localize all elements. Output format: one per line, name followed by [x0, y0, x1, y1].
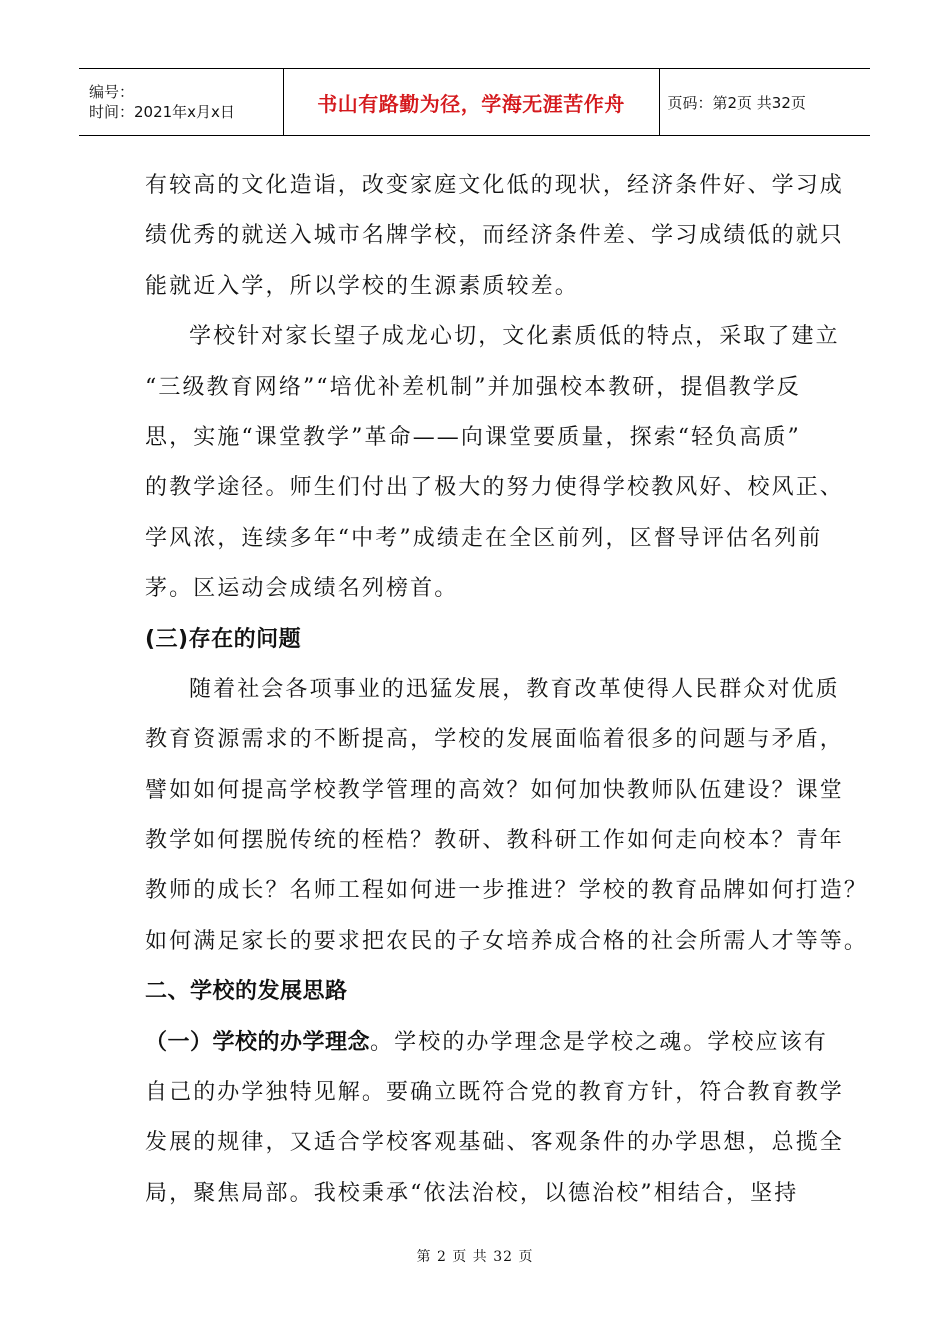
body-line: 如何满足家长的要求把农民的子女培养成合格的社会所需人才等等。	[145, 928, 869, 954]
body-line: 自己的办学独特见解。要确立既符合党的教育方针，符合教育教学	[145, 1080, 844, 1106]
body-line: 茅。区运动会成绩名列榜首。	[145, 576, 459, 602]
body-line: 随着社会各项事业的迅猛发展，教育改革使得人民群众对优质	[189, 676, 840, 702]
body-line: “三级教育网络”“培优补差机制”并加强校本教研，提倡教学反	[145, 374, 801, 400]
body-line: 绩优秀的就送入城市名牌学校，而经济条件差、学习成绩低的就只	[145, 223, 844, 249]
body-line-mixed	[145, 1018, 828, 1068]
body-line: 教学如何摆脱传统的桎梏？教研、教科研工作如何走向校本？青年	[145, 828, 844, 854]
body-line: 有较高的文化造诣，改变家庭文化低的现状，经济条件好、学习成	[145, 173, 844, 198]
body-line: 的教学途径。师生们付出了极大的努力使得学校教风好、校风正、	[145, 475, 844, 501]
body-line: 譬如如何提高学校教学管理的高效？如何加快教师队伍建设？课堂	[145, 777, 844, 803]
header-motto: 书山有路勤为径，学海无涯苦作舟	[317, 91, 625, 116]
body-line: 能就近入学，所以学校的生源素质较差。	[145, 273, 579, 299]
section-heading-problems: (三)存在的问题	[145, 626, 302, 652]
body-line: 思，实施“课堂教学”革命——向课堂要质量，探索“轻负高质”	[145, 424, 801, 450]
body-line: 发展的规律，又适合学校客观基础、客观条件的办学思想，总揽全	[145, 1130, 844, 1156]
body-line: 学风浓，连续多年“中考”成绩走在全区前列，区督导评估名列前	[145, 525, 823, 551]
header-meta	[79, 69, 283, 136]
header-page-number: 页码：第2页 共32页	[667, 93, 806, 112]
page-header	[79, 68, 870, 136]
document-number-label: 编号：	[89, 83, 135, 101]
header-page-cell	[659, 69, 870, 136]
subsection-heading-philosophy: （一）学校的办学理念	[145, 1029, 371, 1055]
body-line-continuation: 。学校的办学理念是学校之魂。学校应该有	[370, 1029, 828, 1055]
document-body	[145, 161, 869, 1219]
header-motto-cell	[283, 69, 659, 136]
body-line: 局，聚焦局部。我校秉承“依法治校，以德治校”相结合，坚持	[145, 1180, 799, 1206]
body-line: 教育资源需求的不断提高，学校的发展面临着很多的问题与矛盾，	[145, 727, 844, 753]
page-footer: 第 2 页 共 32 页	[416, 1249, 534, 1265]
section-heading-development: 二、学校的发展思路	[145, 979, 348, 1005]
document-time-label: 时间：2021年x月x日	[89, 103, 235, 121]
body-line: 学校针对家长望子成龙心切，文化素质低的特点，采取了建立	[189, 324, 840, 350]
body-line: 教师的成长？名师工程如何进一步推进？学校的教育品牌如何打造？	[145, 878, 869, 904]
